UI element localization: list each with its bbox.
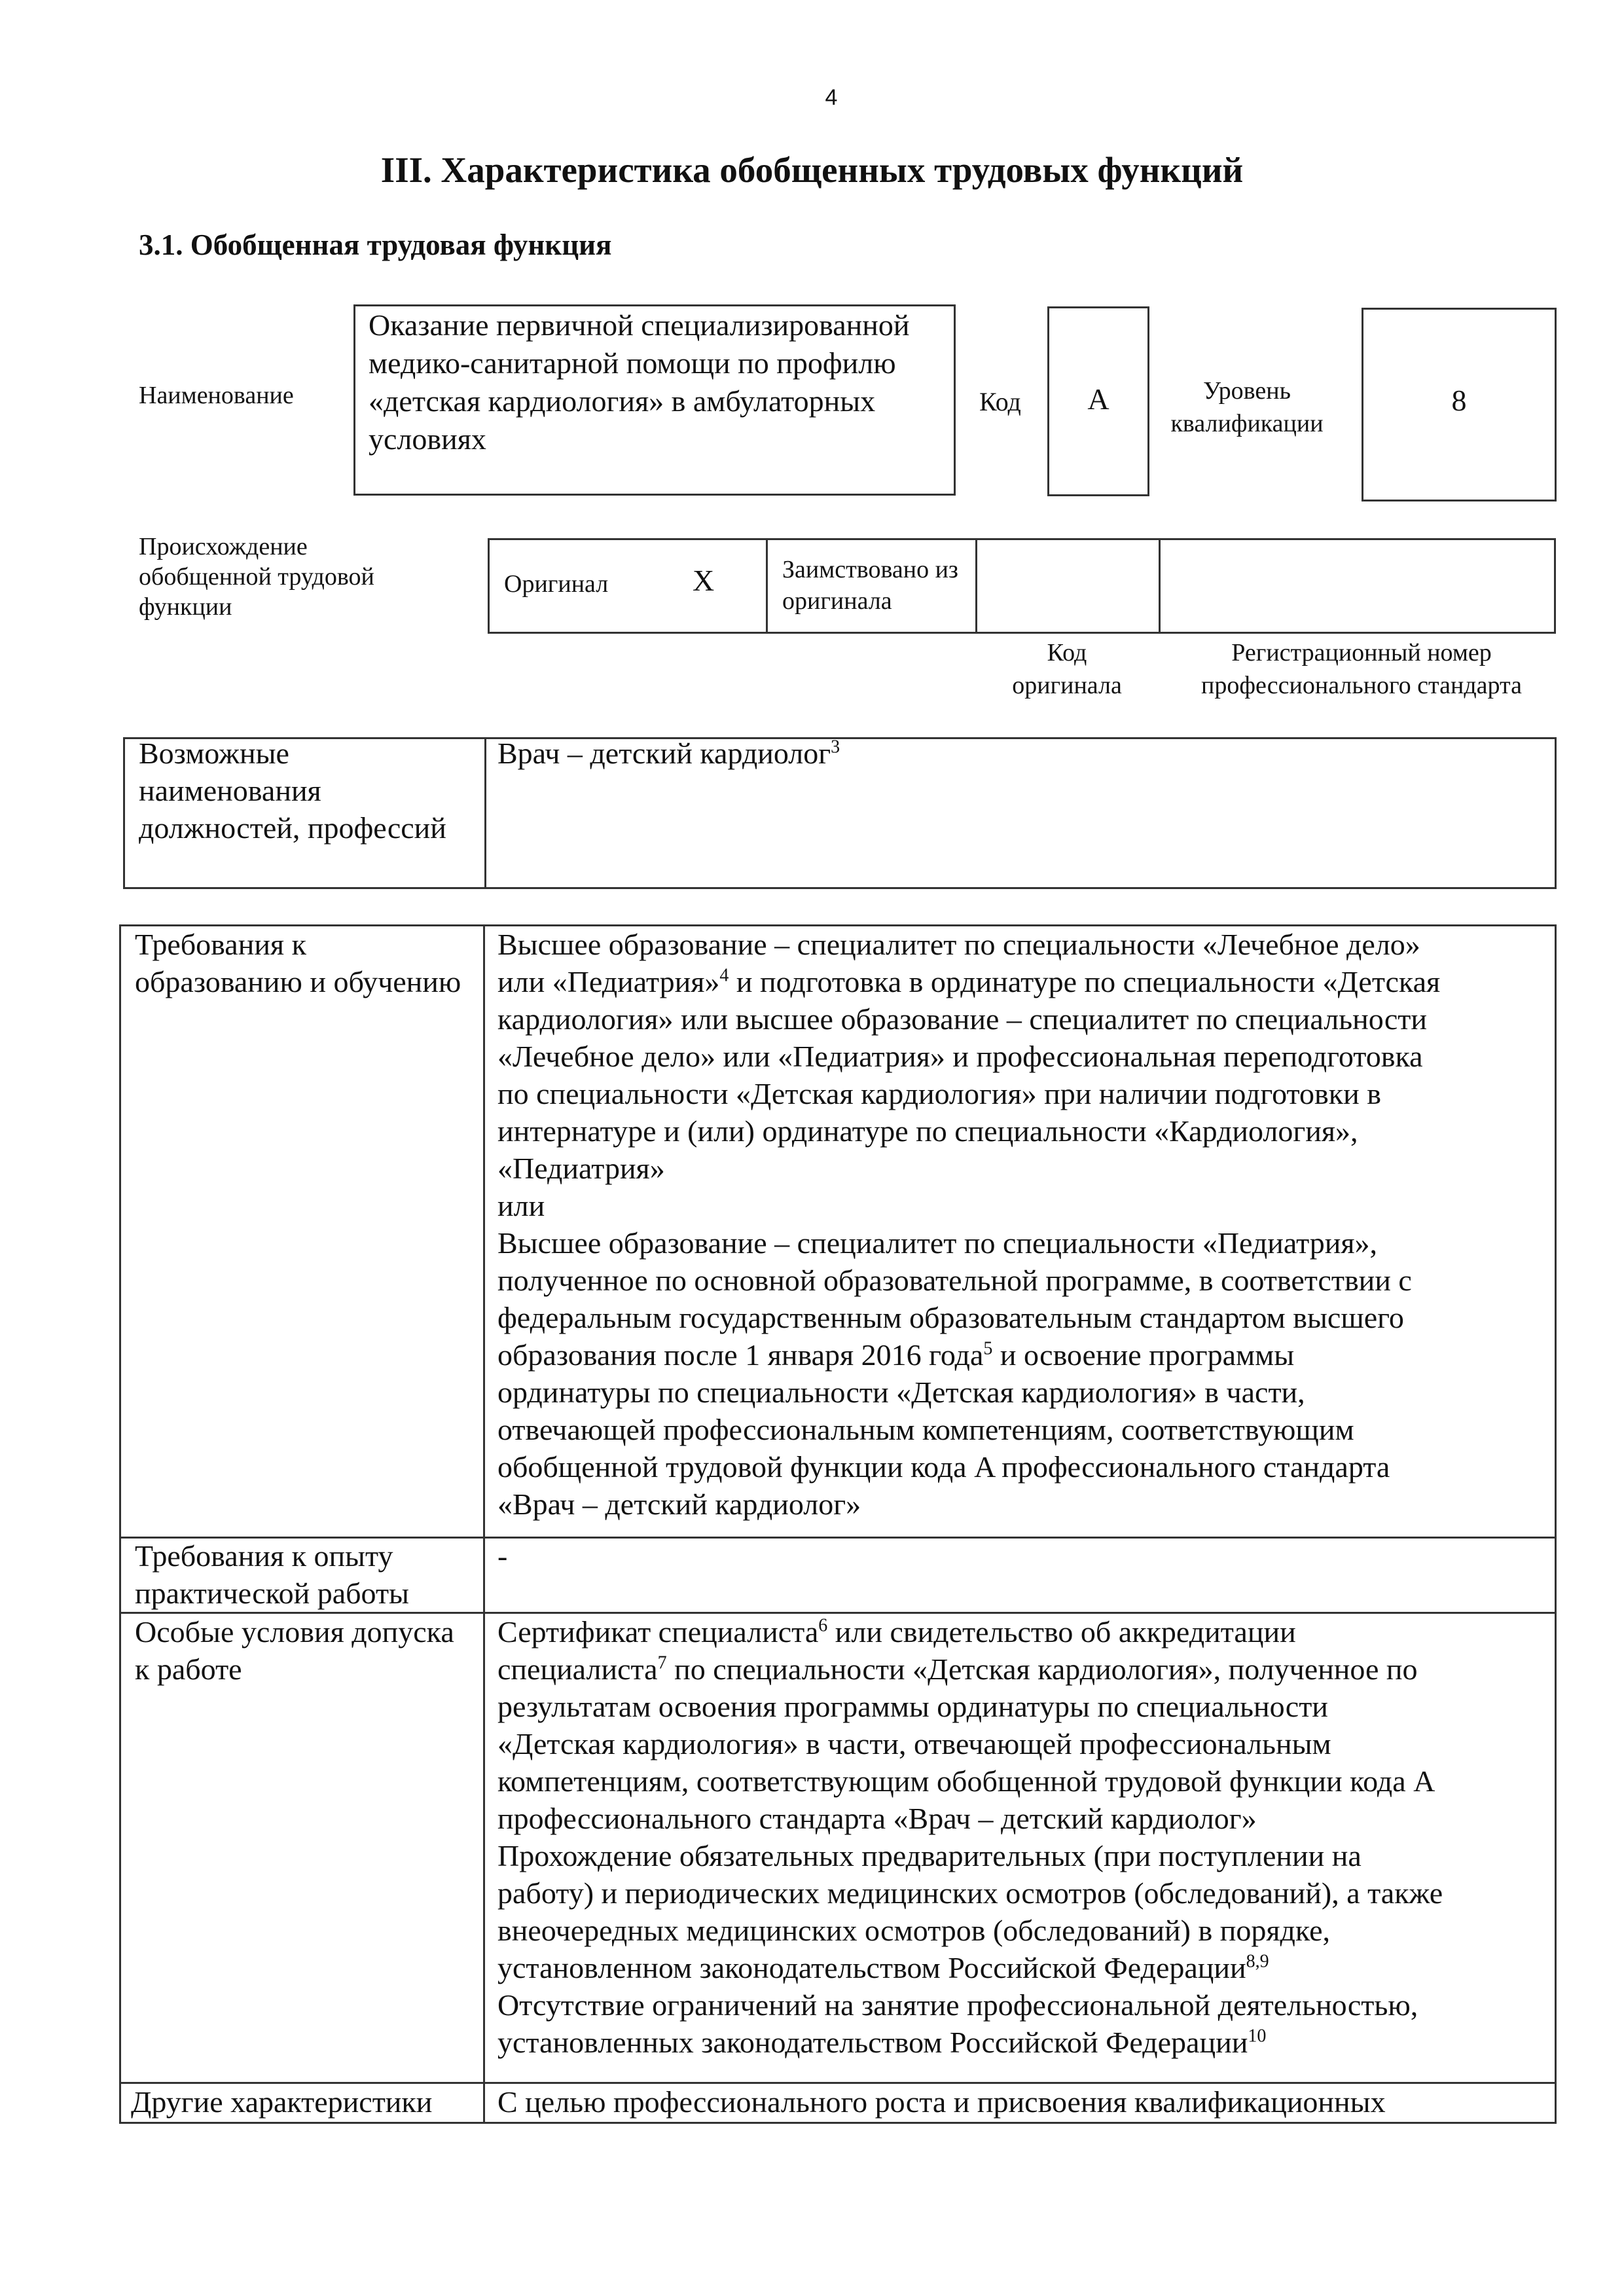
original-mark: X [693, 564, 715, 597]
education-label: Требования к образованию и обучению [135, 928, 461, 998]
code-value: A [1087, 382, 1110, 416]
name-value: Оказание первичной специализированной медико-санитарной помощи по профилю «детская кардиология» в амбулаторных условиях [369, 308, 910, 456]
subsection-title: 3.1. Обобщенная трудовая функция [139, 228, 612, 261]
positions-value: Врач – детский кардиолог$^3$ [497, 737, 840, 770]
page-number: 4 [825, 85, 838, 110]
level-value-box [1362, 308, 1557, 501]
original-label: Оригинал [504, 570, 609, 598]
level-value: 8 [1451, 384, 1467, 417]
origin-divider-3 [1159, 540, 1161, 632]
origin-label: Происхождение обобщенной трудовой функции [139, 533, 374, 621]
positions-label: Возможные наименования должностей, профессий [139, 737, 446, 845]
origin-table [488, 538, 1556, 634]
requirements-divider [483, 926, 485, 2122]
name-label: Наименование [139, 382, 294, 409]
original-code-caption: Код оригинала [1012, 639, 1122, 699]
origin-divider-1 [766, 540, 768, 632]
code-value-box [1047, 306, 1149, 496]
special-conditions-label: Особые условия допуска к работе [135, 1615, 454, 1686]
experience-value: - [497, 1539, 508, 1573]
reg-number-caption: Регистрационный номер профессионального стандарта [1201, 639, 1522, 699]
origin-divider-2 [975, 540, 977, 632]
experience-label: Требования к опыту практической работы [135, 1539, 409, 1610]
special-conditions-value: Сертификат специалиста$^6$ или свидетельство об аккредитации специалиста$^7$ по специальности «Детская кардиология», полученное по результатам освоения программы ординатуры по специальности «Детская кардиология» в части, отвечающей профессиональным компетенциям, соответствующим обобщенной трудовой функции кода A профессионального стандарта «Врач – детский кардиолог» Прохождение обязательных предварительных (при поступлении на работу) и периодических медицинских осмотров (обследований), а также внеочередных медицинских осмотров (обследований) в порядке, установленном законодательством Российской Федерации$^{8,9}$ Отсутствие ограничений на занятие профессиональной деятельностью, установленных законодательством Российской Федерации$^{10}$ [497, 1615, 1443, 2059]
name-value-box [353, 304, 956, 496]
section-title: III. Характеристика обобщенных трудовых функций [380, 150, 1244, 190]
positions-divider [484, 739, 486, 887]
code-label: Код [979, 387, 1021, 416]
level-label: Уровень квалификации [1170, 377, 1324, 437]
other-characteristics-value: С целью профессионального роста и присвоения квалификационных [497, 2085, 1386, 2119]
other-characteristics-label: Другие характеристики [131, 2085, 433, 2119]
education-value: Высшее образование – специалитет по специальности «Лечебное дело» или «Педиатрия»$^4$ и подготовка в ординатуре по специальности «Детская кардиология» или высшее образование – специалитет по специальности «Лечебное дело» или «Педиатрия» и профессиональная переподготовка по специальности «Детская кардиология» при наличии подготовки в интернатуре и (или) ординатуре по специальности «Кардиология», «Педиатрия» или Высшее образование – специалитет по специальности «Педиатрия», полученное по основной образовательной программе, в соответствии с федеральным государственным образовательным стандартом высшего образования после 1 января 2016 года$^5$ и освоение программы ординатуры по специальности «Детская кардиология» в части, отвечающей профессиональным компетенциям, соответствующим обобщенной трудовой функции кода A профессионального стандарта «Врач – детский кардиолог» [497, 928, 1441, 1521]
borrowed-label: Заимствовано из оригинала [782, 556, 958, 615]
